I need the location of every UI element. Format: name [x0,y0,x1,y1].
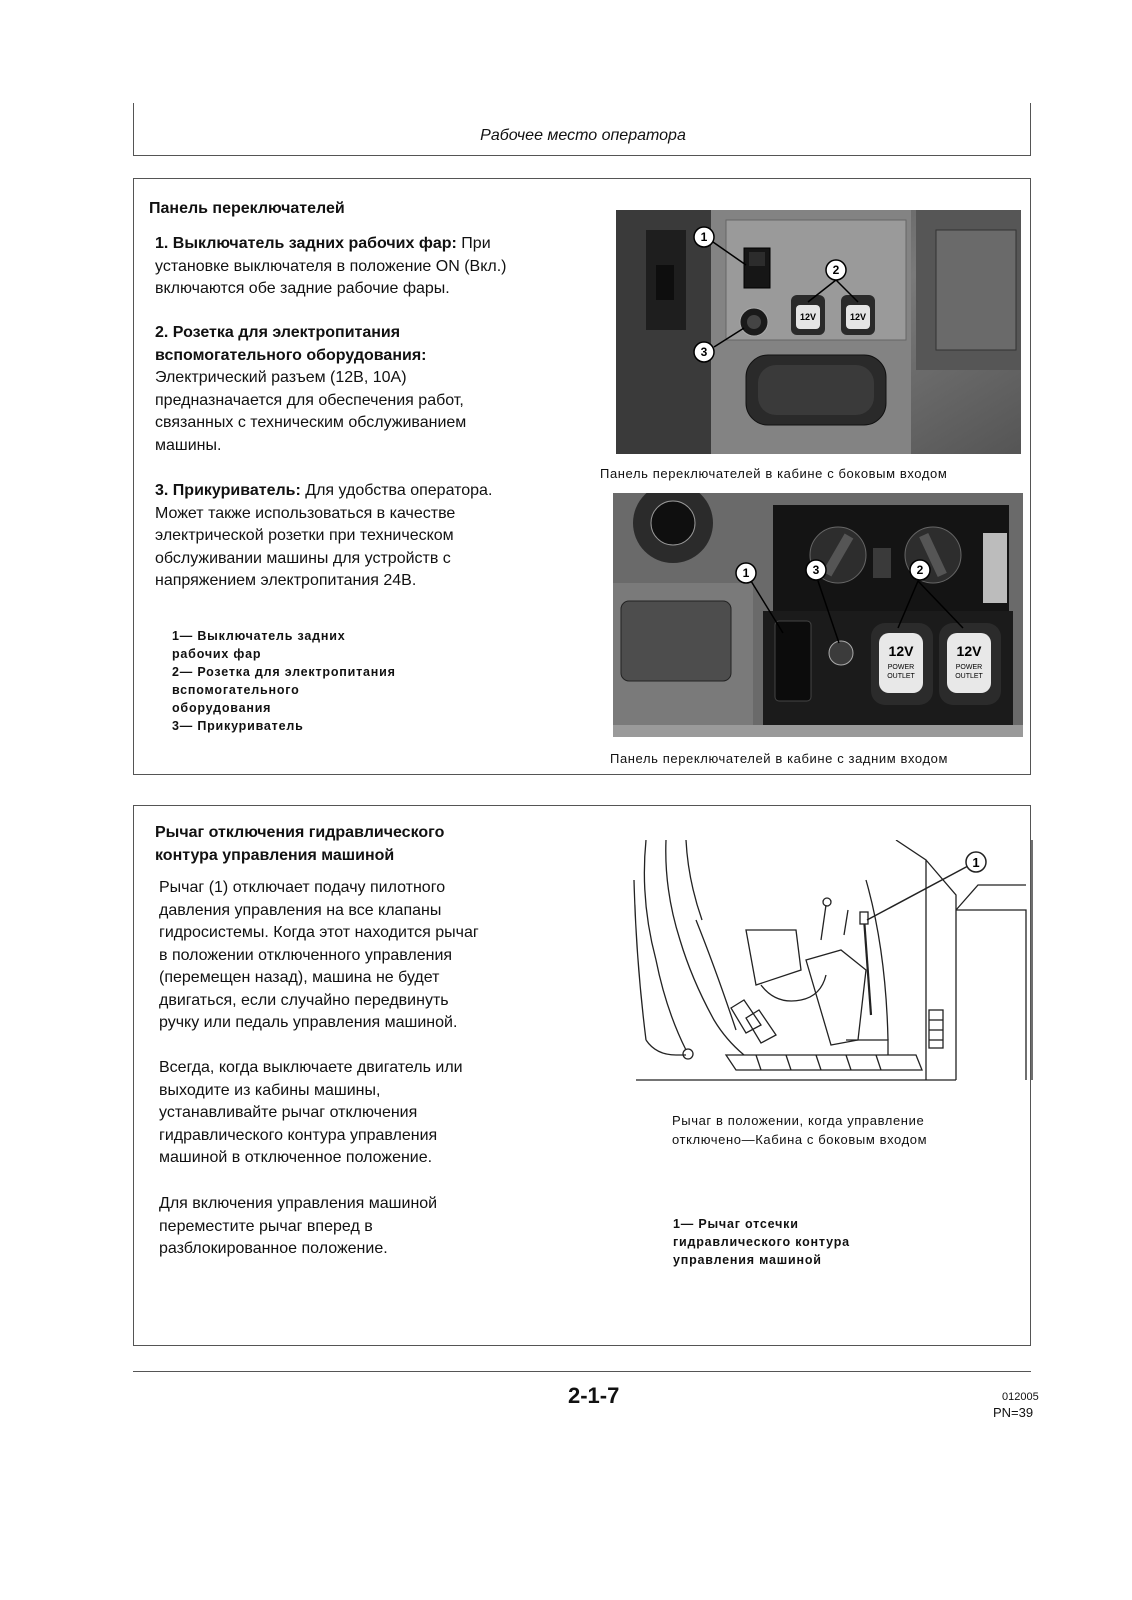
para-line: переместите рычаг вперед в [159,1217,373,1235]
para-line: давления управления на все клапаны [159,901,442,919]
para-line: (перемещен назад), машина не будет [159,969,440,986]
socket-label: 12V [849,312,867,322]
switch-panel-item-3 [155,480,585,593]
legend-line: 1— Рычаг отсечки [673,1217,799,1231]
legend-line: гидравлического контура [673,1235,850,1249]
para-line: Для включения управления машиной [159,1195,438,1212]
hydraulic-lockout-title [155,821,444,867]
hydraulic-lockout-para-3 [159,1193,589,1261]
para-line: гидравлического контура управления [159,1126,438,1144]
item3-heading: 3. Прикуриватель: [155,482,301,499]
legend-line: 3— Прикуриватель [172,719,304,733]
item1-text: включаются обе задние рабочие фары. [155,280,450,297]
socket-label: POWER [955,664,983,671]
item1-text: установке выключателя в положение ON (Вкл.) [155,257,507,275]
socket-label: 12V [956,643,982,659]
lever-figure-caption [672,1111,927,1149]
socket-label: 12V [799,312,817,322]
para-line: в положении отключенного управления [159,946,453,964]
doc-code: 012005 [1002,1391,1039,1403]
item1-heading: 1. Выключатель задних рабочих фар: [155,235,457,252]
legend-line: оборудования [172,701,272,715]
title-line: Рычаг отключения гидравлического [155,824,445,841]
callout-1-label: 1 [742,566,750,580]
socket-label: OUTLET [955,673,983,680]
para-line: Рычаг (1) отключает подачу пилотного [159,879,446,896]
legend-line: управления машиной [673,1253,822,1267]
item2-heading: вспомогательного оборудования: [155,346,427,364]
footer-rule [133,1371,1031,1372]
caption-line: отключено—Кабина с боковым входом [672,1132,928,1147]
para-line: ручку или педаль управления машиной. [159,1014,458,1031]
para-line: Всегда, когда выключаете двигатель или [159,1059,463,1076]
rear-entry-panel-photo [613,493,1023,737]
socket-label: OUTLET [887,673,915,680]
page-number: 2-1-7 [568,1383,620,1408]
cab-lever-drawing [626,840,1040,1090]
callout-3-label: 3 [700,345,708,359]
caption-line: Рычаг в положении, когда управление [672,1113,925,1128]
item2-heading: 2. Розетка для электропитания [155,324,401,341]
header-left-rule [133,103,134,155]
item3-text: электрической розетки при техническом [155,527,454,544]
page-header-title: Рабочее место оператора [480,127,686,144]
socket-label: POWER [887,664,915,671]
item2-text: Электрический разъем (12В, 10А) [155,369,407,386]
item2-text: предназначается для обеспечения работ, [155,391,464,409]
para-line: разблокированное положение. [159,1240,388,1257]
legend-line: вспомогательного [172,683,300,697]
switch-panel-title: Панель переключателей [149,200,345,217]
para-line: выходите из кабины машины, [159,1081,381,1099]
item3-text: напряжением электропитания 24В. [155,572,417,589]
title-line: контура управления машиной [155,847,395,864]
legend-line: 2— Розетка для электропитания [172,665,396,679]
lever-figure-legend [673,1215,850,1269]
side-entry-photo-caption: Панель переключателей в кабине с боковым входом [600,466,948,481]
item3-text: Может также использоваться в качестве [155,504,456,522]
callout-1-label: 1 [700,230,708,244]
switch-panel-legend [172,627,396,735]
para-line: гидросистемы. Когда этот находится рычаг [159,924,479,941]
item3-text: Для удобства оператора. [300,482,493,499]
page-reference: PN=39 [993,1405,1034,1420]
switch-panel-item-2 [155,322,585,457]
legend-line: рабочих фар [172,647,262,661]
hydraulic-lockout-para-1 [159,877,589,1035]
item2-text: связанных с техническим обслуживанием [155,414,467,431]
hydraulic-lockout-para-2 [159,1057,589,1170]
para-line: машиной в отключенное положение. [159,1149,433,1166]
socket-label: 12V [888,643,914,659]
switch-panel-item-1 [155,233,585,301]
para-line: двигаться, если случайно передвинуть [159,991,449,1009]
legend-line: 1— Выключатель задних [172,629,346,643]
callout-2-label: 2 [832,263,840,277]
callout-3-label: 3 [812,563,820,577]
rear-entry-photo-caption: Панель переключателей в кабине с задним входом [610,751,949,766]
para-line: устанавливайте рычаг отключения [159,1104,418,1121]
side-entry-panel-photo [616,210,1021,454]
figure-callout-label: 1 [972,855,980,870]
item3-text: обслуживании машины для устройств с [155,549,451,567]
item1-text: При [456,235,491,252]
item2-text: машины. [155,436,222,454]
callout-2-label: 2 [916,563,924,577]
header-bottom-rule [133,155,1031,156]
